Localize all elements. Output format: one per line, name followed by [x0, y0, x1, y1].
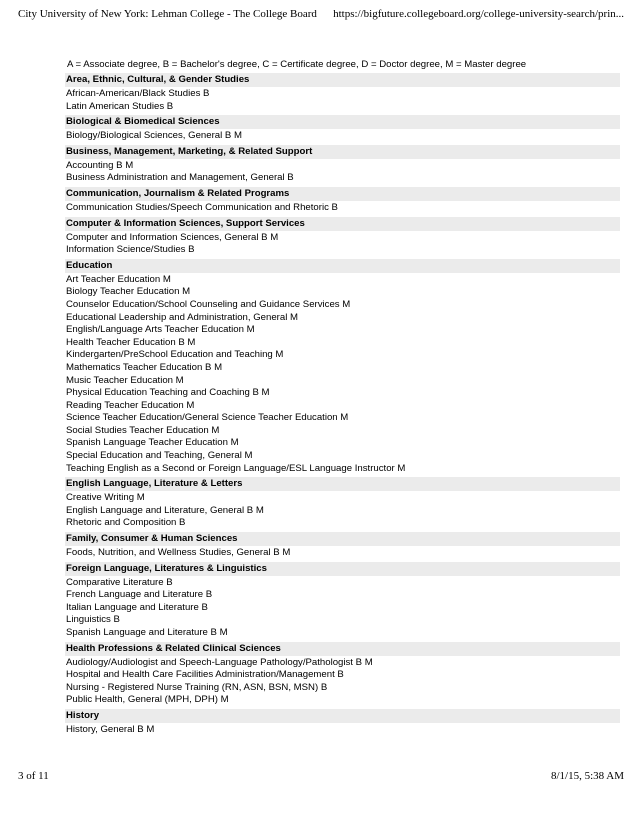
major-item: Latin American Studies B — [66, 100, 174, 112]
major-item: Creative Writing M — [66, 492, 145, 504]
major-list — [65, 87, 620, 114]
degree-legend: A = Associate degree, B = Bachelor's degree, C = Certificate degree, D = Doctor degree, M = Master degree — [67, 59, 527, 70]
major-category-section — [65, 477, 620, 531]
major-item: Accounting B M — [66, 159, 134, 171]
major-list — [65, 546, 620, 561]
major-category-section — [65, 642, 620, 708]
major-category-heading: Education — [65, 259, 620, 273]
major-item: Comparative Literature B — [66, 576, 173, 588]
major-category-heading: Communication, Journalism & Related Programs — [65, 187, 620, 201]
major-item: Special Education and Teaching, General M — [66, 450, 253, 462]
major-item: Business Administration and Management, General B — [66, 172, 294, 184]
major-category-section — [65, 709, 620, 738]
major-item: Counselor Education/School Counseling and Guidance Services M — [66, 298, 351, 310]
major-list — [65, 201, 620, 216]
major-category-heading: Business, Management, Marketing, & Related Support — [65, 145, 620, 159]
page-number: 3 of 11 — [18, 770, 49, 782]
major-item: Audiology/Audiologist and Speech-Language Pathology/Pathologist B M — [66, 656, 373, 668]
major-category-section — [65, 145, 620, 186]
major-item: Teaching English as a Second or Foreign Language/ESL Language Instructor M — [66, 462, 406, 474]
major-list — [65, 273, 620, 477]
major-item: Music Teacher Education M — [66, 374, 184, 386]
major-item: Public Health, General (MPH, DPH) M — [66, 694, 229, 706]
major-item: Spanish Language and Literature B M — [66, 627, 228, 638]
major-item: English Language and Literature, General B M — [66, 504, 264, 516]
major-category-heading: History — [65, 709, 620, 723]
major-category-heading: Family, Consumer & Human Sciences — [65, 532, 620, 546]
major-item: Spanish Language Teacher Education M — [66, 437, 239, 449]
major-item: English/Language Arts Teacher Education M — [66, 324, 255, 336]
major-category-section — [65, 73, 620, 114]
major-item: Reading Teacher Education M — [66, 399, 195, 411]
major-item: Science Teacher Education/General Science Teacher Education M — [66, 412, 349, 424]
major-list — [65, 231, 620, 258]
major-list — [65, 576, 620, 641]
major-category-heading: Area, Ethnic, Cultural, & Gender Studies — [65, 73, 620, 87]
major-item: Computer and Information Sciences, General B M — [66, 231, 279, 243]
major-category-section — [65, 115, 620, 144]
major-item: Italian Language and Literature B — [66, 601, 208, 613]
print-header-url: https://bigfuture.collegeboard.org/college-university-search/prin... — [333, 8, 624, 20]
major-category-heading: Biological & Biomedical Sciences — [65, 115, 620, 129]
major-item: History, General B M — [66, 723, 155, 735]
print-header-title: City University of New York: Lehman College - The College Board — [18, 8, 317, 20]
print-datetime: 8/1/15, 5:38 AM — [550, 770, 624, 782]
major-list — [65, 129, 620, 144]
major-item: Biology/Biological Sciences, General B M — [66, 130, 242, 142]
major-item: Art Teacher Education M — [66, 273, 171, 285]
major-item: Rhetoric and Composition B — [66, 517, 186, 529]
major-list — [65, 491, 620, 531]
major-list — [65, 656, 620, 708]
major-item: Communication Studies/Speech Communication and Rhetoric B — [66, 201, 338, 213]
major-list — [65, 159, 620, 186]
major-category-section — [65, 187, 620, 216]
major-category-section — [65, 259, 620, 477]
major-category-heading: English Language, Literature & Letters — [65, 477, 620, 491]
major-item: Social Studies Teacher Education M — [66, 424, 220, 436]
major-item: Health Teacher Education B M — [66, 336, 196, 348]
major-item: Nursing - Registered Nurse Training (RN, ASN, BSN, MSN) B — [66, 681, 328, 693]
major-item: French Language and Literature B — [66, 589, 213, 601]
major-item: Physical Education Teaching and Coaching B M — [66, 387, 270, 399]
major-item: Mathematics Teacher Education B M — [66, 361, 223, 373]
major-item: Biology Teacher Education M — [66, 286, 191, 298]
majors-list — [65, 58, 620, 738]
major-item: Linguistics B — [66, 614, 120, 626]
major-category-section — [65, 562, 620, 641]
major-category-heading: Computer & Information Sciences, Support Services — [65, 217, 620, 231]
major-category-section — [65, 217, 620, 258]
major-category-heading: Health Professions & Related Clinical Sciences — [65, 642, 620, 656]
major-item: Hospital and Health Care Facilities Administration/Management B — [66, 669, 344, 681]
major-item: Kindergarten/PreSchool Education and Teaching M — [66, 349, 284, 361]
major-item: Educational Leadership and Administration, General M — [66, 311, 298, 323]
major-category-heading: Foreign Language, Literatures & Linguistics — [65, 562, 620, 576]
major-item: Foods, Nutrition, and Wellness Studies, General B M — [66, 547, 291, 559]
major-list — [65, 723, 620, 738]
major-item: African-American/Black Studies B — [66, 88, 210, 99]
major-item: Information Science/Studies B — [66, 244, 195, 256]
major-category-section — [65, 532, 620, 561]
